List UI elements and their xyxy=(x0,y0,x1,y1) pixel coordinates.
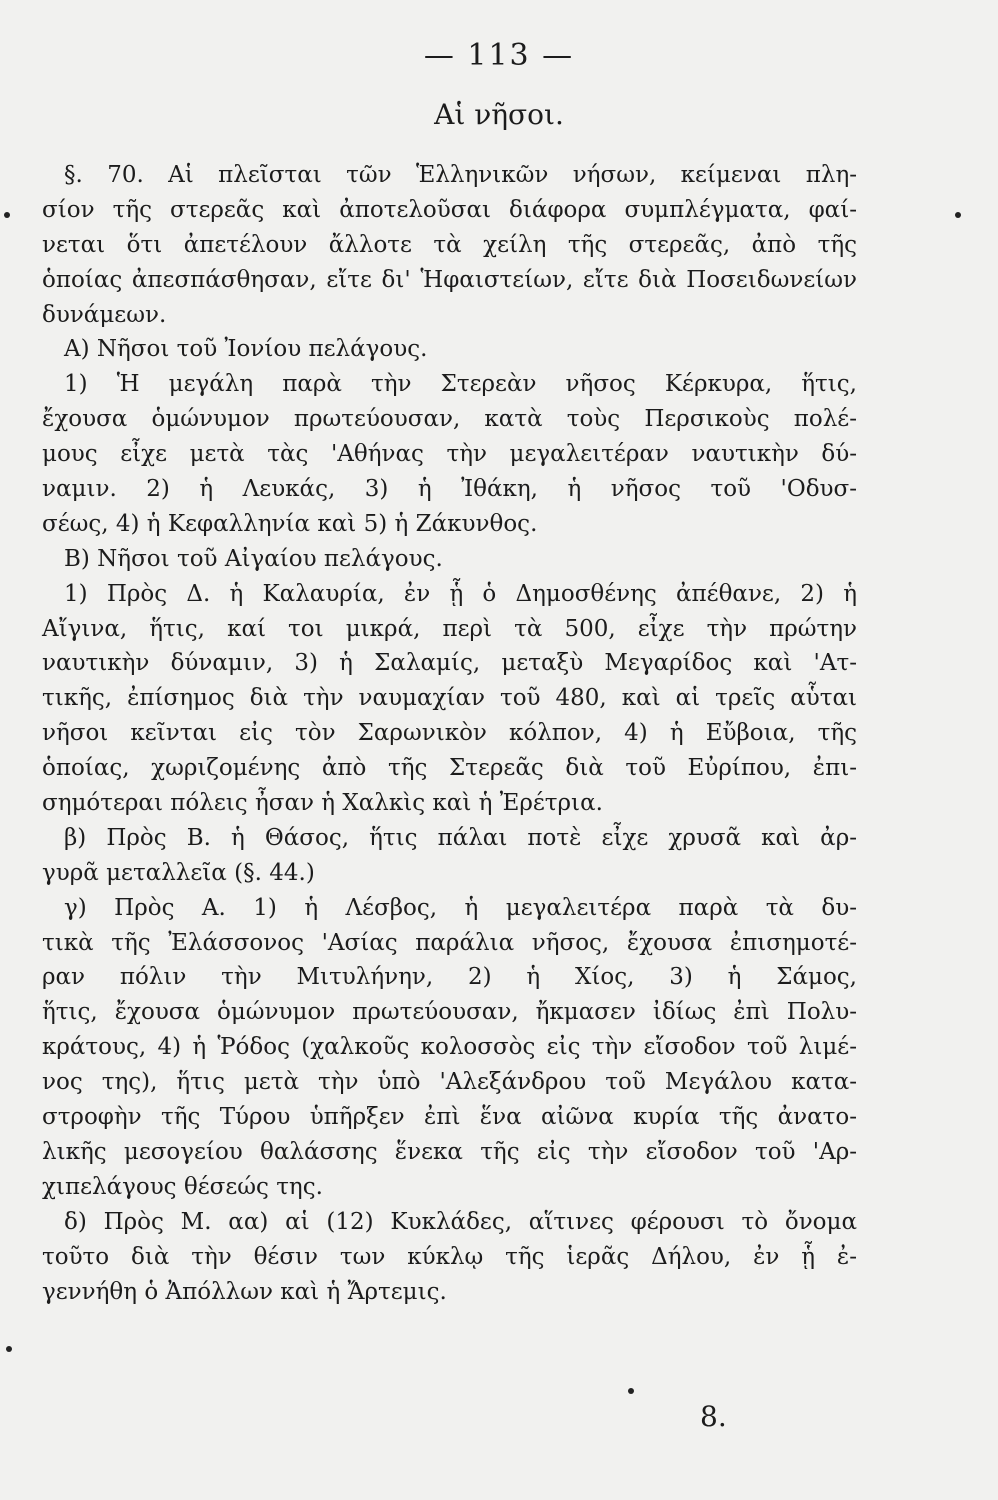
signature-mark: 8. xyxy=(700,1400,727,1433)
text-line: ὁποίας, χωριζομένης ἀπὸ τῆς Στερεᾶς διὰ τοῦ Εὐρίπου, ἐπι- xyxy=(42,755,857,782)
text-line: σίον τῆς στερεᾶς καὶ ἀποτελοῦσαι διάφορα συμπλέγματα, φαί- xyxy=(42,196,857,223)
text-line: β) Πρὸς Β. ἡ Θάσος, ἥτις πάλαι ποτὲ εἶχε χρυσᾶ καὶ ἀρ- xyxy=(64,824,857,851)
text-line: στροφὴν τῆς Τύρου ὑπῆρξεν ἐπὶ ἕνα αἰῶνα κυρία τῆς ἀνατο- xyxy=(42,1104,857,1131)
text-line: A) Νῆσοι τοῦ Ἰονίου πελάγους. xyxy=(64,336,428,363)
text-line: νος της), ἥτις μετὰ τὴν ὑπὸ 'Αλεξάνδρου τοῦ Μεγάλου κατα- xyxy=(42,1069,857,1096)
text-line: τικῆς, ἐπίσημος διὰ τὴν ναυμαχίαν τοῦ 480, καὶ αἱ τρεῖς αὗται xyxy=(42,685,857,712)
text-line: κράτους, 4) ἡ Ῥόδος (χαλκοῦς κολοσσὸς εἰς τὴν εἴσοδον τοῦ λιμέ- xyxy=(42,1034,857,1061)
text-line: ραν πόλιν τὴν Μιτυλήνην, 2) ἡ Χίος, 3) ἡ Σάμος, xyxy=(42,964,857,991)
text-line: ναυτικὴν δύναμιν, 3) ἡ Σαλαμίς, μεταξὺ Μεγαρίδος καὶ 'Ατ- xyxy=(42,650,857,677)
page-number: — 113 — xyxy=(423,38,575,73)
text-line: σέως, 4) ἡ Κεφαλληνία καὶ 5) ἡ Ζάκυνθος. xyxy=(42,510,538,537)
text-line: δυνάμεων. xyxy=(42,301,167,328)
text-line: χιπελάγους θέσεώς της. xyxy=(42,1173,323,1200)
text-line: ἥτις, ἔχουσα ὁμώνυμον πρωτεύουσαν, ἤκμασεν ἰδίως ἐπὶ Πολυ- xyxy=(42,999,857,1026)
text-line: σημότεραι πόλεις ἦσαν ἡ Χαλκὶς καὶ ἡ Ἐρέτρια. xyxy=(42,790,603,817)
margin-dot xyxy=(6,1346,12,1352)
margin-dot xyxy=(955,212,961,218)
text-line: δ) Πρὸς Μ. αα) αἱ (12) Κυκλάδες, αἵτινες φέρουσι τὸ ὄνομα xyxy=(64,1208,857,1235)
text-line: ἔχουσα ὁμώνυμον πρωτεύουσαν, κατὰ τοὺς Περσικοὺς πολέ- xyxy=(42,406,857,433)
text-line: 1) Ἡ μεγάλη παρὰ τὴν Στερεὰν νῆσος Κέρκυρα, ἥτις, xyxy=(64,371,857,398)
text-line: Αἴγινα, ἥτις, καί τοι μικρά, περὶ τὰ 500, εἶχε τὴν πρώτην xyxy=(42,615,857,642)
text-line: B) Νῆσοι τοῦ Αἰγαίου πελάγους. xyxy=(64,545,443,572)
text-line: γυρᾶ μεταλλεῖα (§. 44.) xyxy=(42,859,315,886)
text-line: μους εἶχε μετὰ τὰς 'Αθήνας τὴν μεγαλειτέραν ναυτικὴν δύ- xyxy=(42,441,857,468)
text-line: λικῆς μεσογείου θαλάσσης ἕνεκα τῆς εἰς τὴν εἴσοδον τοῦ 'Αρ- xyxy=(42,1138,857,1165)
page-title: Αἱ νῆσοι. xyxy=(434,98,564,131)
text-line: γ) Πρὸς Α. 1) ἡ Λέσβος, ἡ μεγαλειτέρα παρὰ τὰ δυ- xyxy=(64,894,857,921)
text-line: ὁποίας ἀπεσπάσθησαν, εἴτε δι' Ἡφαιστείων, εἴτε διὰ Ποσειδωνείων xyxy=(42,266,857,293)
body-text xyxy=(42,158,857,1309)
text-line: §. 70. Αἱ πλεῖσται τῶν Ἑλληνικῶν νήσων, κείμεναι πλη- xyxy=(64,162,857,188)
text-line: γεννήθη ὁ Ἀπόλλων καὶ ἡ Ἄρτεμις. xyxy=(42,1278,447,1305)
text-line: τοῦτο διὰ τὴν θέσιν των κύκλῳ τῆς ἱερᾶς Δήλου, ἐν ᾗ ἐ- xyxy=(42,1243,857,1270)
margin-dot xyxy=(4,212,10,218)
text-line: ναμιν. 2) ἡ Λευκάς, 3) ἡ Ἰθάκη, ἡ νῆσος τοῦ 'Οδυσ- xyxy=(42,476,857,503)
text-line: τικὰ τῆς Ἐλάσσονος 'Ασίας παράλια νῆσος, ἔχουσα ἐπισημοτέ- xyxy=(42,929,857,956)
text-line: νῆσοι κεῖνται εἰς τὸν Σαρωνικὸν κόλπον, 4) ἡ Εὔβοια, τῆς xyxy=(42,720,857,747)
margin-dot xyxy=(628,1388,634,1394)
text-line: 1) Πρὸς Δ. ἡ Καλαυρία, ἐν ᾗ ὁ Δημοσθένης ἀπέθανε, 2) ἡ xyxy=(64,580,857,607)
text-line: νεται ὅτι ἀπετέλουν ἄλλοτε τὰ χείλη τῆς στερεᾶς, ἀπὸ τῆς xyxy=(42,231,857,258)
